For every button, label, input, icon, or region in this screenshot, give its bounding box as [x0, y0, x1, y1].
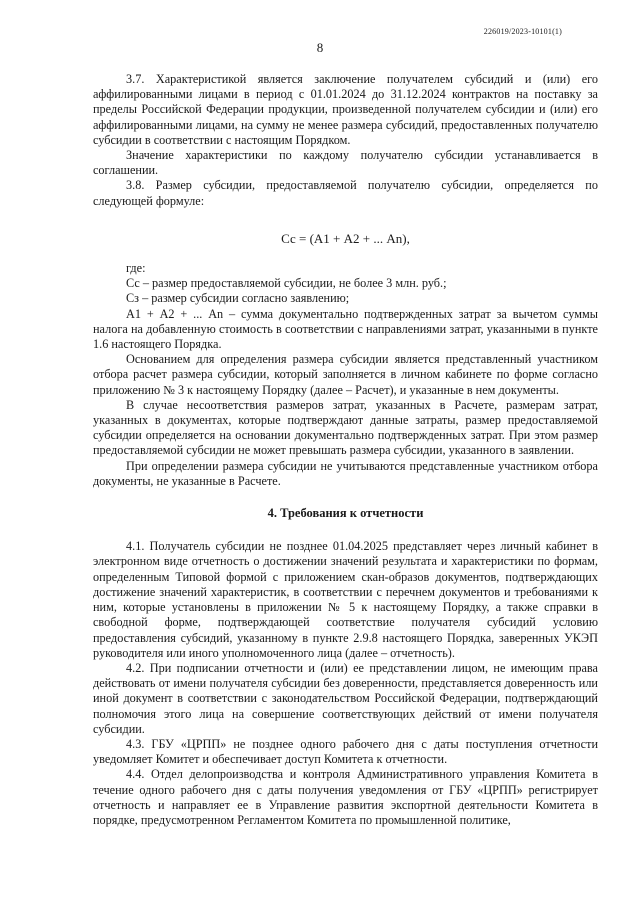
page-number: 8: [316, 40, 324, 55]
document-body: [93, 72, 598, 828]
paragraph-basis: Основанием для определения размера субсидии является представленный участником отбора расчет размера субсидии, который заполняется в личном кабинете по форме согласно приложению № 3 к настоящему Порядку (далее – Расчет), и указанные в нем документы.: [93, 352, 598, 397]
paragraph-not-counted: При определении размера субсидии не учитываются представленные участником отбора документы, не указанные в Расчете.: [93, 458, 598, 488]
paragraph-4-3: 4.3. ГБУ «ЦРПП» не позднее одного рабочего дня с даты поступления отчетности уведомляет Комитет и обеспечивает доступ Комитета к отчетности.: [93, 736, 598, 767]
paragraph-3-8: 3.8. Размер субсидии, предоставляемой получателю субсидии, определяется по следующей формуле:: [93, 178, 598, 208]
paragraph-4-2: 4.2. При подписании отчетности и (или) ее представлении лицом, не имеющим права действовать от имени получателя субсидии без доверенности, представляется доверенность или иной документ в соответствии с законодательством Российской Федерации, подтверждающий полномочия этого лица на совершение соответствующих действий от имени получателя субсидии.: [93, 660, 598, 736]
definition-cz: Сз – размер субсидии согласно заявлению;: [126, 291, 350, 306]
paragraph-characteristic-value: Значение характеристики по каждому получателю субсидии устанавливается в соглашении.: [93, 148, 598, 178]
definition-a-sum: А1 + А2 + ... Аn – сумма документально подтвержденных затрат за вычетом суммы налога на добавленную стоимость в соответствии с направлениями затрат, указанными в пункте 1.6 настоящего Порядка.: [93, 306, 598, 352]
definition-cc: Сс – размер предоставляемой субсидии, не более 3 млн. руб.;: [126, 276, 447, 291]
paragraph-4-1: 4.1. Получатель субсидии не позднее 01.04.2025 представляет через личный кабинет в электронном виде отчетность о достижении значений результата и характеристики по формам, определенным Типовой формой с приложением скан-образов документов, подтверждающих достижение значений характеристик, в соответствии с перечнем документов и требованиями к ним, которые установлены в приложении № 5 к настоящему Порядку, а также справки в свободной форме, подтверждающей соответствие получателя субсидий условию предоставления субсидий, указанному в пункте 2.9.8 настоящего Порядка, заверенных УКЭП руководителя или иного уполномоченного лица (далее – отчетность).: [93, 539, 598, 660]
where-label: где:: [126, 261, 146, 276]
registration-number: 226019/2023-10101(1): [483, 27, 562, 36]
subsidy-formula: Сс = (А1 + А2 + ... Аn),: [281, 230, 410, 246]
paragraph-3-7: 3.7. Характеристикой является заключение получателем субсидий и (или) его аффилированными лицами в период с 01.01.2024 до 31.12.2024 контрактов на поставку за пределы Российской Федерации продукции, произведенной получателем субсидии и (или) его аффилированными лицами, на сумму не менее размера субсидий, предоставленных получателю субсидии в соответствии с настоящим Порядком.: [93, 72, 598, 147]
paragraph-4-4: 4.4. Отдел делопроизводства и контроля Административного управления Комитета в течение одного рабочего дня с даты получения уведомления от ГБУ «ЦРПП» регистрирует отчетность и направляет ее в Управление развития экспортной деятельности Комитета в порядке, предусмотренном Регламентом Комитета по промышленной политике,: [93, 767, 598, 827]
paragraph-mismatch: В случае несоответствия размеров затрат, указанных в Расчете, размерам затрат, указанных в документах, которые подтверждают данные затраты, размер предоставляемой субсидии определяется на основании документально подтвержденных затрат. При этом размер предоставляемой субсидии не может превышать размера субсидии, указанного в заявлении.: [93, 397, 598, 458]
section-4-heading: 4. Требования к отчетности: [267, 506, 424, 521]
